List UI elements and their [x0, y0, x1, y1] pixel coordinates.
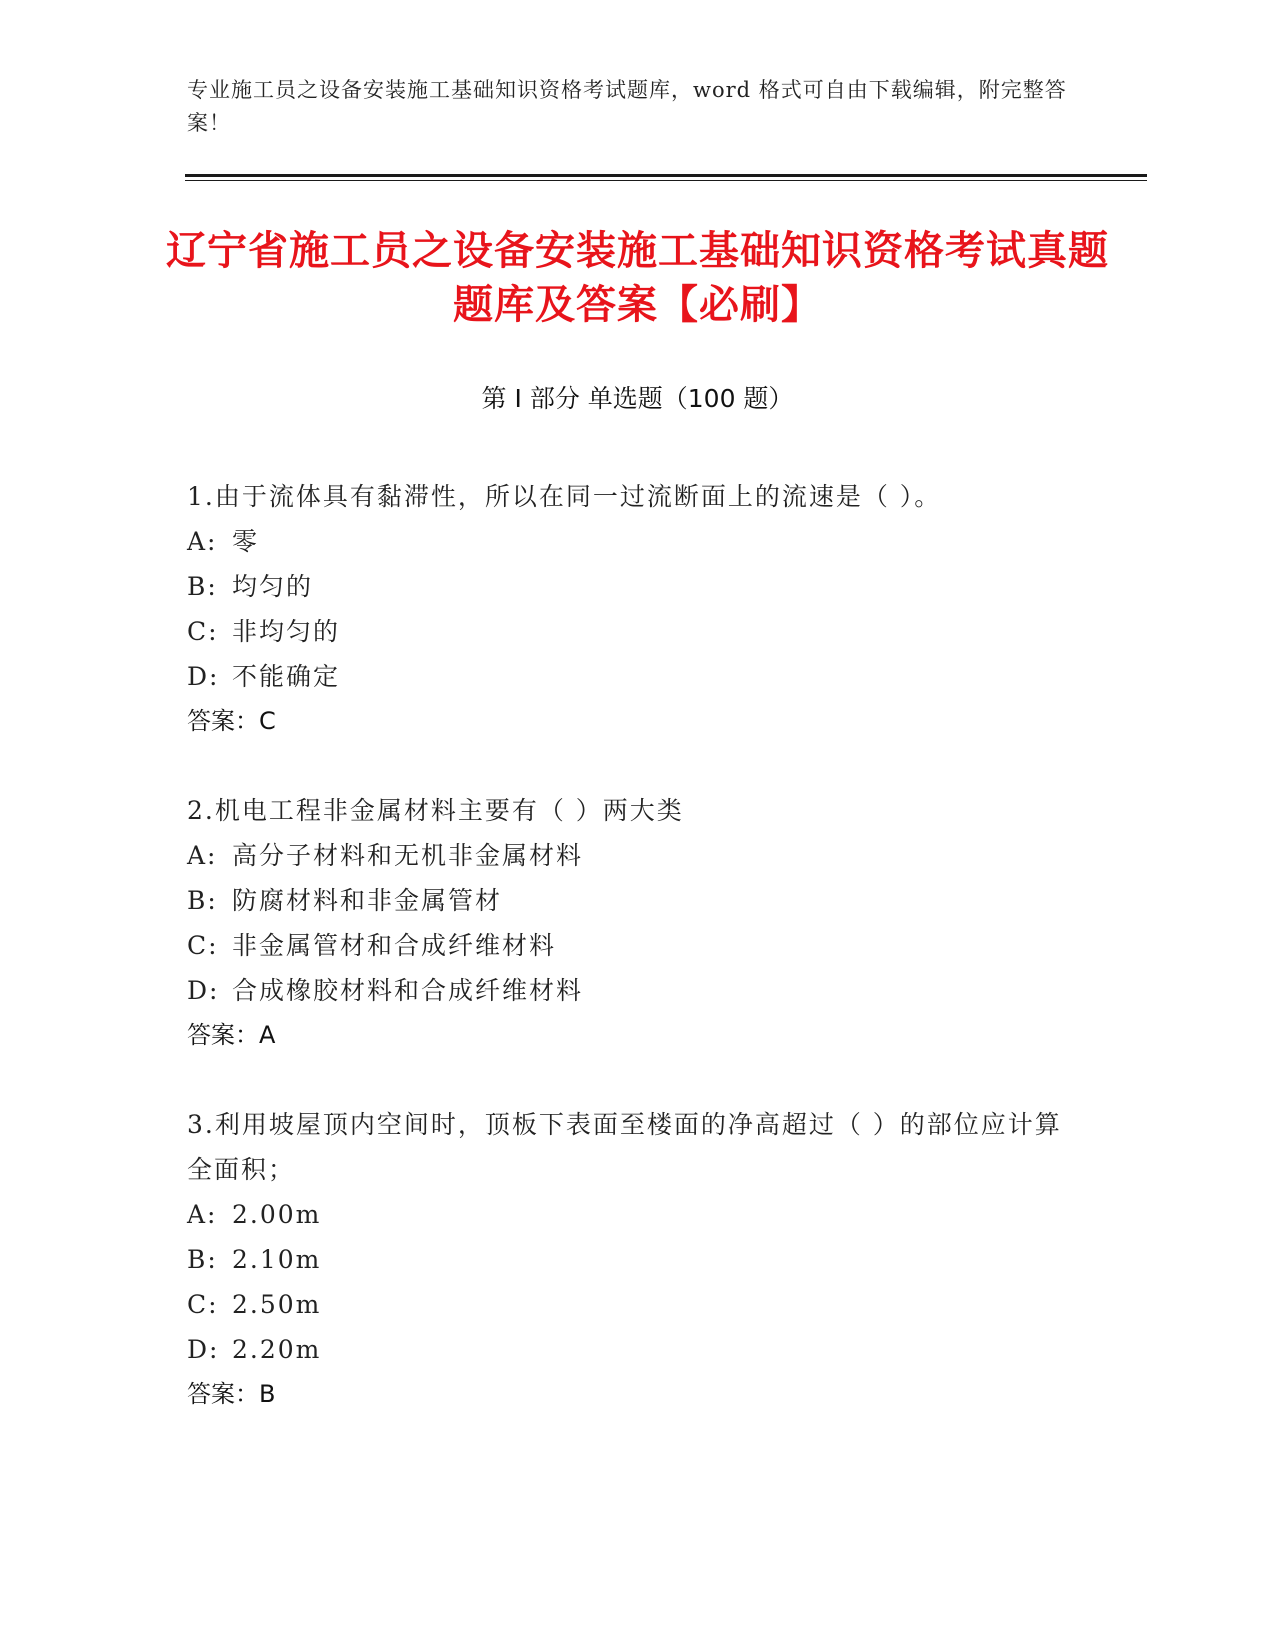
question-option [187, 609, 1067, 654]
option-text: 非金属管材和合成纤维材料 [232, 931, 557, 960]
option-text: 2.00m [232, 1200, 322, 1229]
option-letter: B: [187, 886, 218, 915]
question-option [187, 1192, 1067, 1237]
question-option [187, 654, 1067, 699]
document-title: 辽宁省施工员之设备安装施工基础知识资格考试真题题库及答案【必刷】 [166, 228, 1109, 328]
header-note: 专业施工员之设备安装施工基础知识资格考试题库，word 格式可自由下载编辑，附完整答案！ [187, 78, 1067, 135]
option-text: 高分子材料和无机非金属材料 [232, 841, 584, 870]
option-text: 2.10m [232, 1245, 322, 1274]
header-divider-thin [185, 180, 1147, 181]
option-text: 非均匀的 [232, 617, 341, 646]
question-stem: 1.由于流体具有黏滞性，所以在同一过流断面上的流速是（ ）。 [187, 482, 942, 511]
question-item [187, 788, 1067, 1058]
option-letter: A: [187, 841, 218, 870]
option-letter: A: [187, 1200, 218, 1229]
option-letter: B: [187, 1245, 218, 1274]
question-option [187, 1282, 1067, 1327]
option-letter: C: [187, 931, 219, 960]
option-text: 不能确定 [232, 662, 341, 691]
option-text: 均匀的 [232, 572, 314, 601]
question-option [187, 968, 1067, 1013]
option-letter: D: [187, 976, 220, 1005]
question-item [187, 474, 1067, 744]
question-option [187, 833, 1067, 878]
question-list [187, 474, 1067, 1461]
question-answer: 答案：A [187, 1021, 276, 1049]
option-letter: C: [187, 1290, 219, 1319]
question-option [187, 923, 1067, 968]
option-letter: A: [187, 527, 218, 556]
question-option [187, 519, 1067, 564]
question-option [187, 1237, 1067, 1282]
question-answer: 答案：C [187, 707, 276, 735]
question-option [187, 878, 1067, 923]
option-letter: C: [187, 617, 219, 646]
option-text: 2.50m [232, 1290, 322, 1319]
option-letter: D: [187, 662, 220, 691]
option-text: 零 [232, 527, 260, 556]
question-answer: 答案：B [187, 1380, 276, 1408]
option-text: 防腐材料和非金属管材 [232, 886, 503, 915]
question-option [187, 564, 1067, 609]
option-text: 合成橡胶材料和合成纤维材料 [232, 976, 584, 1005]
question-stem: 3.利用坡屋顶内空间时，顶板下表面至楼面的净高超过（ ）的部位应计算全面积； [187, 1110, 1062, 1184]
section-heading: 第 I 部分 单选题（100 题） [481, 384, 794, 413]
question-item [187, 1102, 1067, 1417]
header-divider-thick [185, 174, 1147, 177]
option-letter: B: [187, 572, 218, 601]
option-text: 2.20m [232, 1335, 322, 1364]
option-letter: D: [187, 1335, 220, 1364]
question-stem: 2.机电工程非金属材料主要有（ ）两大类 [187, 796, 684, 825]
question-option [187, 1327, 1067, 1372]
